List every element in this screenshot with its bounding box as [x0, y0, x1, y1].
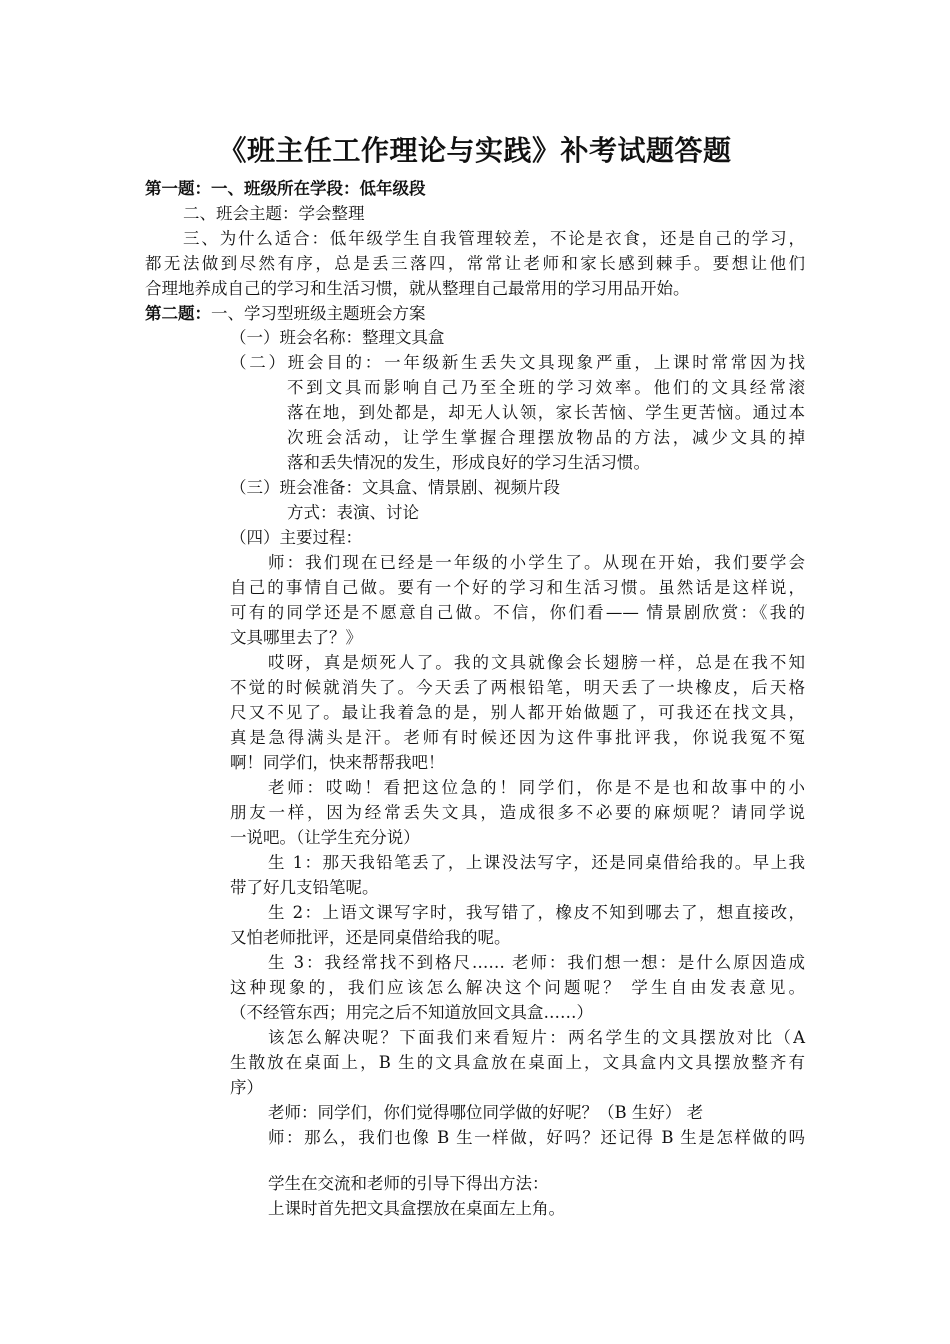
q2-name: （一）班会名称：整理文具盒	[230, 328, 445, 347]
body-line: 可有的同学还是不愿意自己做。不信，你们看—— 情景剧欣赏：《我的	[230, 603, 805, 622]
q2-purpose-line: 不到文具而影响自己乃至全班的学习效率。他们的文具经常滚	[287, 378, 805, 397]
q1-theme: 二、班会主题：学会整理	[183, 204, 365, 223]
q2-label: 第二题：	[145, 304, 211, 323]
q2-prep: （三）班会准备：文具盒、情景剧、视频片段	[230, 478, 560, 497]
q2-line-plan	[145, 301, 426, 326]
q1-label: 第一题：	[145, 179, 211, 198]
q1-reason-line: 都无法做到尽然有序，总是丢三落四，常常让老师和家长感到棘手。要想让他们	[145, 254, 805, 273]
body-line: 生 3：我经常找不到格尺…… 老师：我们想一想：是什么原因造成	[268, 953, 805, 972]
body-line: 上课时首先把文具盒摆放在桌面左上角。	[268, 1199, 565, 1218]
body-line: 真是急得满头是汗。老师有时候还因为这件事批评我，你说我冤不冤	[230, 728, 805, 747]
body-line: 生 1：那天我铅笔丢了，上课没法写字，还是同桌借给我的。早上我	[268, 853, 805, 872]
q1-reason-line: 合理地养成自己的学习和生活习惯，就从整理自己最常用的学习用品开始。	[145, 279, 690, 298]
body-line: 序）	[230, 1078, 263, 1097]
body-line: 这种现象的，我们应该怎么解决这个问题呢？ 学生自由发表意见。	[230, 978, 805, 997]
body-line: 师：那么，我们也像 B 生一样做，好吗？还记得 B 生是怎样做的吗	[268, 1128, 805, 1147]
body-line: 不觉的时候就消失了。今天丢了两根铅笔，明天丢了一块橡皮，后天格	[230, 678, 805, 697]
body-line: （不经管东西；用完之后不知道放回文具盒……）	[230, 1003, 593, 1022]
body-line: 学生在交流和老师的引导下得出方法：	[268, 1174, 549, 1193]
body-line: 生 2：上语文课写字时，我写错了，橡皮不知到哪去了，想直接改，	[268, 903, 805, 922]
q2-purpose-line: 次班会活动，让学生掌握合理摆放物品的方法，减少文具的掉	[287, 428, 805, 447]
document-title: 《班主任工作理论与实践》补考试题答题	[218, 134, 732, 167]
body-line: 文具哪里去了？》	[230, 628, 362, 647]
body-line: 该怎么解决呢？下面我们来看短片：两名学生的文具摆放对比（A	[268, 1028, 805, 1047]
q1-line-stage	[145, 176, 426, 201]
body-line: 带了好几支铅笔呢。	[230, 878, 379, 897]
q2-purpose-line: （二）班会目的：一年级新生丢失文具现象严重，上课时常常因为找	[230, 353, 805, 372]
body-line: 尺又不见了。最让我着急的是，别人都开始做题了，可我还在找文具，	[230, 703, 805, 722]
q2-process: （四）主要过程：	[230, 528, 362, 547]
body-line: 自己的事情自己做。要有一个好的学习和生活习惯。虽然话是这样说，	[230, 578, 805, 597]
body-line: 生散放在桌面上，B 生的文具盒放在桌面上，文具盒内文具摆放整齐有	[230, 1053, 805, 1072]
body-line: 老师：同学们，你们觉得哪位同学做的好呢？（B 生好） 老	[268, 1103, 704, 1122]
body-line: 一说吧。（让学生充分说）	[230, 828, 420, 847]
body-line: 老师：哎呦！看把这位急的！同学们，你是不是也和故事中的小	[268, 778, 805, 797]
body-line: 师：我们现在已经是一年级的小学生了。从现在开始，我们要学会	[268, 553, 805, 572]
body-line: 啊！同学们，快来帮帮我吧！	[230, 753, 445, 772]
body-line: 朋友一样，因为经常丢失文具，造成很多不必要的麻烦呢？请同学说	[230, 803, 805, 822]
q1-stage: 一、班级所在学段：低年级段	[211, 179, 426, 198]
body-line: 哎呀，真是烦死人了。我的文具就像会长翅膀一样，总是在我不知	[268, 653, 805, 672]
body-line: 又怕老师批评，还是同桌借给我的呢。	[230, 928, 511, 947]
q2-plan: 一、学习型班级主题班会方案	[211, 304, 426, 323]
q2-purpose-line: 落在地，到处都是，却无人认领，家长苦恼、学生更苦恼。通过本	[287, 403, 805, 422]
q2-method: 方式：表演、讨论	[287, 503, 419, 522]
q2-purpose-line: 落和丢失情况的发生，形成良好的学习生活习惯。	[287, 453, 650, 472]
q1-reason-line: 三、为什么适合：低年级学生自我管理较差，不论是衣食，还是自己的学习，	[183, 229, 805, 248]
